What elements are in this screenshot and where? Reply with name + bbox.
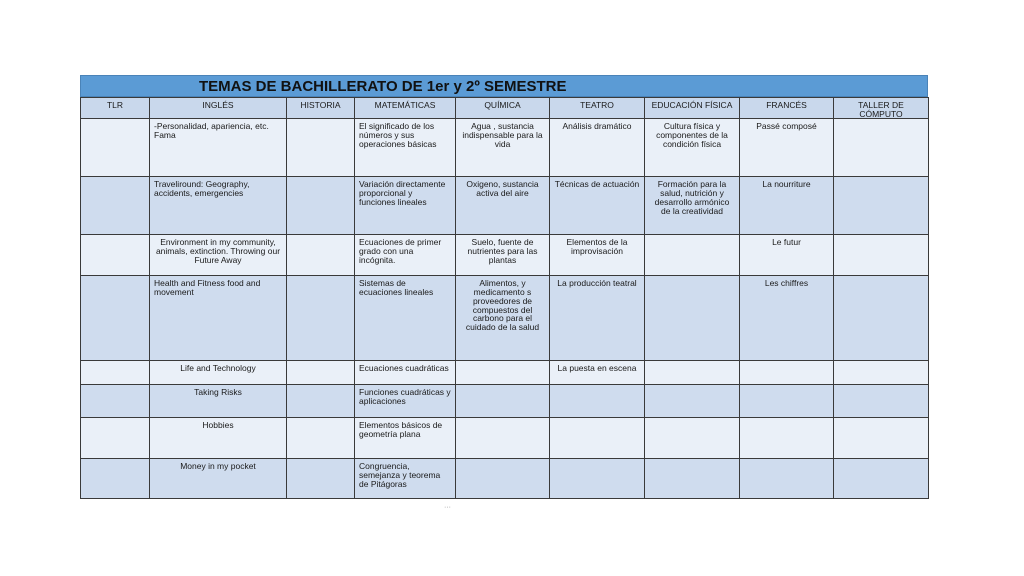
col-header-teatro: TEATRO xyxy=(550,98,645,119)
cell-teatro: Análisis dramático xyxy=(550,119,645,177)
cell-ingles: Money in my pocket xyxy=(150,459,287,499)
sheet-title: TEMAS DE BACHILLERATO DE 1er y 2º SEMESTRE xyxy=(80,75,928,97)
cell-tlr xyxy=(81,418,150,459)
col-header-matematicas: MATEMÁTICAS xyxy=(355,98,456,119)
cell-historia xyxy=(287,418,355,459)
cell-matematicas: Congruencia, semejanza y teorema de Pitágoras xyxy=(355,459,456,499)
cell-quimica xyxy=(456,418,550,459)
table-row xyxy=(81,459,929,499)
cell-matematicas: Variación directamente proporcional y funciones lineales xyxy=(355,177,456,235)
cell-teatro xyxy=(550,418,645,459)
cell-quimica: Agua , sustancia indispensable para la vida xyxy=(456,119,550,177)
cell-frances xyxy=(740,385,834,418)
cell-historia xyxy=(287,235,355,276)
col-header-tlr: TLR xyxy=(81,98,150,119)
cell-ingles: Hobbies xyxy=(150,418,287,459)
table-row xyxy=(81,385,929,418)
cell-ingles: Traveliround: Geography, accidents, emergencies xyxy=(150,177,287,235)
cell-educacion-fisica xyxy=(645,361,740,385)
cell-educacion-fisica xyxy=(645,276,740,361)
table-row xyxy=(81,276,929,361)
cell-tlr xyxy=(81,459,150,499)
cell-frances xyxy=(740,361,834,385)
cell-ingles: Environment in my community, animals, extinction. Throwing our Future Away xyxy=(150,235,287,276)
cell-ingles: Health and Fitness food and movement xyxy=(150,276,287,361)
cell-frances: Passé composé xyxy=(740,119,834,177)
cell-teatro xyxy=(550,385,645,418)
col-header-ingles: INGLÉS xyxy=(150,98,287,119)
cell-taller-computo xyxy=(834,276,929,361)
cell-teatro: Elementos de la improvisación xyxy=(550,235,645,276)
cell-historia xyxy=(287,459,355,499)
cell-frances: Le futur xyxy=(740,235,834,276)
cell-taller-computo xyxy=(834,177,929,235)
cell-quimica xyxy=(456,459,550,499)
col-header-quimica: QUÍMICA xyxy=(456,98,550,119)
cell-quimica xyxy=(456,385,550,418)
cell-historia xyxy=(287,385,355,418)
cell-educacion-fisica xyxy=(645,235,740,276)
cell-taller-computo xyxy=(834,385,929,418)
cell-educacion-fisica: Cultura física y componentes de la condición física xyxy=(645,119,740,177)
cell-matematicas: Ecuaciones cuadráticas xyxy=(355,361,456,385)
cell-quimica: Suelo, fuente de nutrientes para las plantas xyxy=(456,235,550,276)
footer-mark: ··· xyxy=(444,504,451,511)
cell-matematicas: Funciones cuadráticas y aplicaciones xyxy=(355,385,456,418)
table-row xyxy=(81,361,929,385)
cell-tlr xyxy=(81,385,150,418)
table-row xyxy=(81,119,929,177)
cell-historia xyxy=(287,177,355,235)
table-row xyxy=(81,418,929,459)
col-header-frances: FRANCÉS xyxy=(740,98,834,119)
cell-historia xyxy=(287,361,355,385)
cell-taller-computo xyxy=(834,459,929,499)
cell-quimica: Alimentos, y medicamento s proveedores de compuestos del carbono para el cuidado de la salud xyxy=(456,276,550,361)
cell-frances: Les chiffres xyxy=(740,276,834,361)
col-header-historia: HISTORIA xyxy=(287,98,355,119)
cell-frances xyxy=(740,418,834,459)
cell-tlr xyxy=(81,119,150,177)
header-row xyxy=(81,98,929,119)
cell-frances: La nourriture xyxy=(740,177,834,235)
cell-frances xyxy=(740,459,834,499)
table-row xyxy=(81,177,929,235)
cell-ingles: -Personalidad, apariencia, etc. Fama xyxy=(150,119,287,177)
cell-taller-computo xyxy=(834,235,929,276)
cell-matematicas: El significado de los números y sus operaciones básicas xyxy=(355,119,456,177)
cell-tlr xyxy=(81,177,150,235)
cell-matematicas: Sistemas de ecuaciones lineales xyxy=(355,276,456,361)
cell-educacion-fisica xyxy=(645,459,740,499)
cell-tlr xyxy=(81,235,150,276)
cell-teatro xyxy=(550,459,645,499)
col-header-educacion-fisica: EDUCACIÓN FÍSICA xyxy=(645,98,740,119)
topics-table xyxy=(80,97,929,499)
cell-educacion-fisica xyxy=(645,418,740,459)
topics-sheet xyxy=(80,75,928,499)
cell-taller-computo xyxy=(834,119,929,177)
table-row xyxy=(81,235,929,276)
cell-historia xyxy=(287,276,355,361)
cell-taller-computo xyxy=(834,361,929,385)
cell-taller-computo xyxy=(834,418,929,459)
col-header-taller-computo: TALLER DE CÓMPUTO xyxy=(834,98,929,119)
cell-quimica xyxy=(456,361,550,385)
cell-teatro: La producción teatral xyxy=(550,276,645,361)
cell-teatro: La puesta en escena xyxy=(550,361,645,385)
cell-ingles: Life and Technology xyxy=(150,361,287,385)
cell-educacion-fisica: Formación para la salud, nutrición y desarrollo armónico de la creatividad xyxy=(645,177,740,235)
cell-tlr xyxy=(81,361,150,385)
cell-quimica: Oxigeno, sustancia activa del aire xyxy=(456,177,550,235)
cell-tlr xyxy=(81,276,150,361)
cell-ingles: Taking Risks xyxy=(150,385,287,418)
cell-historia xyxy=(287,119,355,177)
cell-matematicas: Ecuaciones de primer grado con una incógnita. xyxy=(355,235,456,276)
cell-educacion-fisica xyxy=(645,385,740,418)
cell-teatro: Técnicas de actuación xyxy=(550,177,645,235)
cell-matematicas: Elementos básicos de geometría plana xyxy=(355,418,456,459)
